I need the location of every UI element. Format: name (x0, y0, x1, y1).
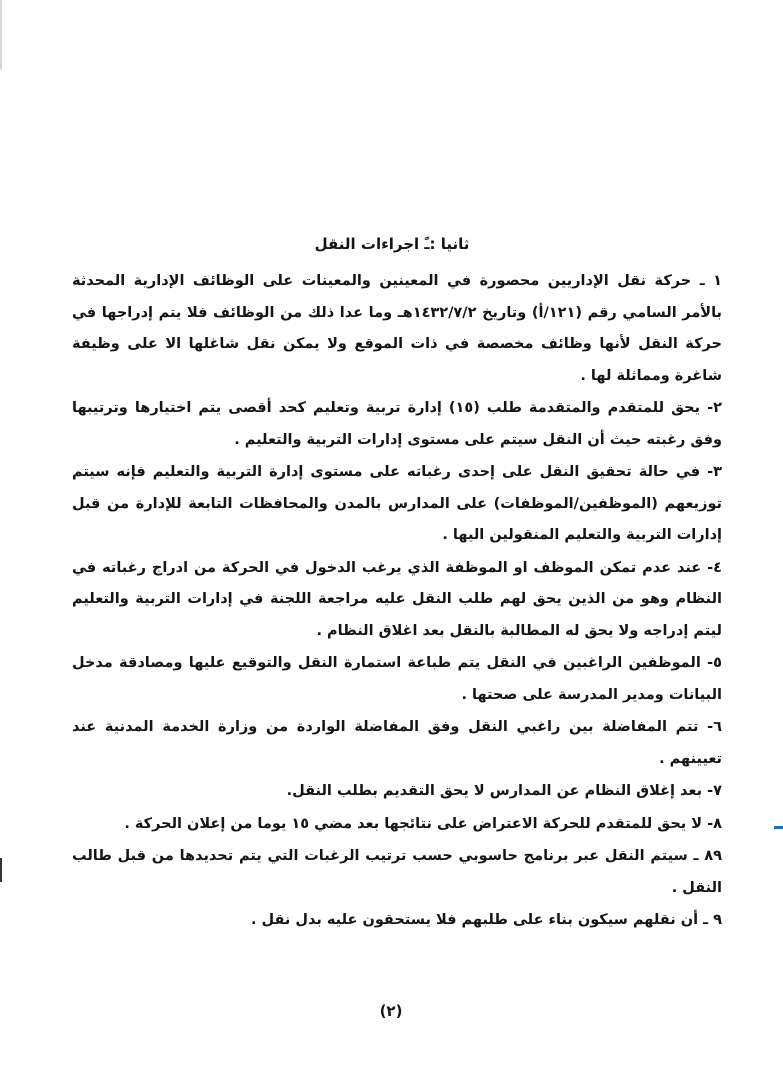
procedure-item-2: ٢- يحق للمتقدم والمتقدمة طلب (١٥) إدارة تربية وتعليم كحد أقصى يتم اختيارها وترتيبها وفق رغبته حيث أن النقل سيتم على مستوى إدارات التربية والتعليم . (72, 400, 722, 448)
procedure-item-3: ٣- في حالة تحقيق النقل على إحدى رغباته على مستوى إدارة التربية والتعليم فإنه سيتم توزيعهم (الموظفين/الموظفات) على المدارس بالمدن والمحافظات التابعة للإدارة من قبل إدارات التربية والتعليم المنقولين اليها . (72, 464, 722, 543)
procedure-item-7: ٧- بعد إغلاق النظام عن المدارس لا يحق التقديم بطلب النقل. (286, 783, 722, 799)
procedure-item-9: ٨٩ ـ سيتم النقل عبر برنامج حاسوبي حسب ترتيب الرغبات التي يتم تحديدها من قبل طالب النقل . (72, 848, 722, 896)
procedure-item-8: ٨- لا يحق للمتقدم للحركة الاعتراض على نتائجها بعد مضي ١٥ يوما من إعلان الحركة . (124, 815, 722, 832)
procedure-item-4: ٤- عند عدم تمكن الموظف او الموظفة الذي يرغب الدخول في الحركة من ادراج رغباته في النظام وهو من الذين يحق لهم طلب النقل عليه مراجعة اللجنة في إدارات التربية والتعليم ليتم إدراجه ولا يحق له المطالبة بالنقل بعد اغلاق النظام . (72, 559, 722, 639)
procedure-item-5: ٥- الموظفين الراغبين في النقل يتم طباعة استمارة النقل والتوقيع عليها ومصادقة مدخل البيانات ومدير المدرسة على صحتها . (72, 655, 722, 703)
procedure-item-1: ١ ـ حركة نقل الإداريين محصورة في المعينين والمعينات على الوظائف الإدارية المحدثة بالأمر السامي رقم (١٢١/أ) وتاريخ ١٤٣٢/٧/٢هـ وما عدا ذلك من الوظائف فلا يتم إدراجها في حركة النقل لأنها وظائف مخصصة في ذات الموقع ولا يمكن نقل شاغلها الا على وظيفة شاغرة ومماثلة لها . (72, 273, 722, 384)
page-number: (٢) (379, 1002, 403, 1020)
procedure-item-10: ٩ ـ أن نقلهم سيكون بناء على طلبهم فلا يستحقون عليه بدل نقل . (250, 912, 722, 928)
section-heading: ثانيا :ـً اجراءات النقل (314, 235, 470, 253)
scan-edge-shadow (0, 0, 2, 70)
scan-edge-mark (774, 826, 783, 829)
procedures-list (72, 266, 722, 938)
procedure-item-6: ٦- تتم المفاضلة بين راغبي النقل وفق المفاضلة الواردة من وزارة الخدمة المدنية عند تعيينهم . (72, 719, 722, 767)
scan-edge-mark-left (0, 858, 2, 882)
